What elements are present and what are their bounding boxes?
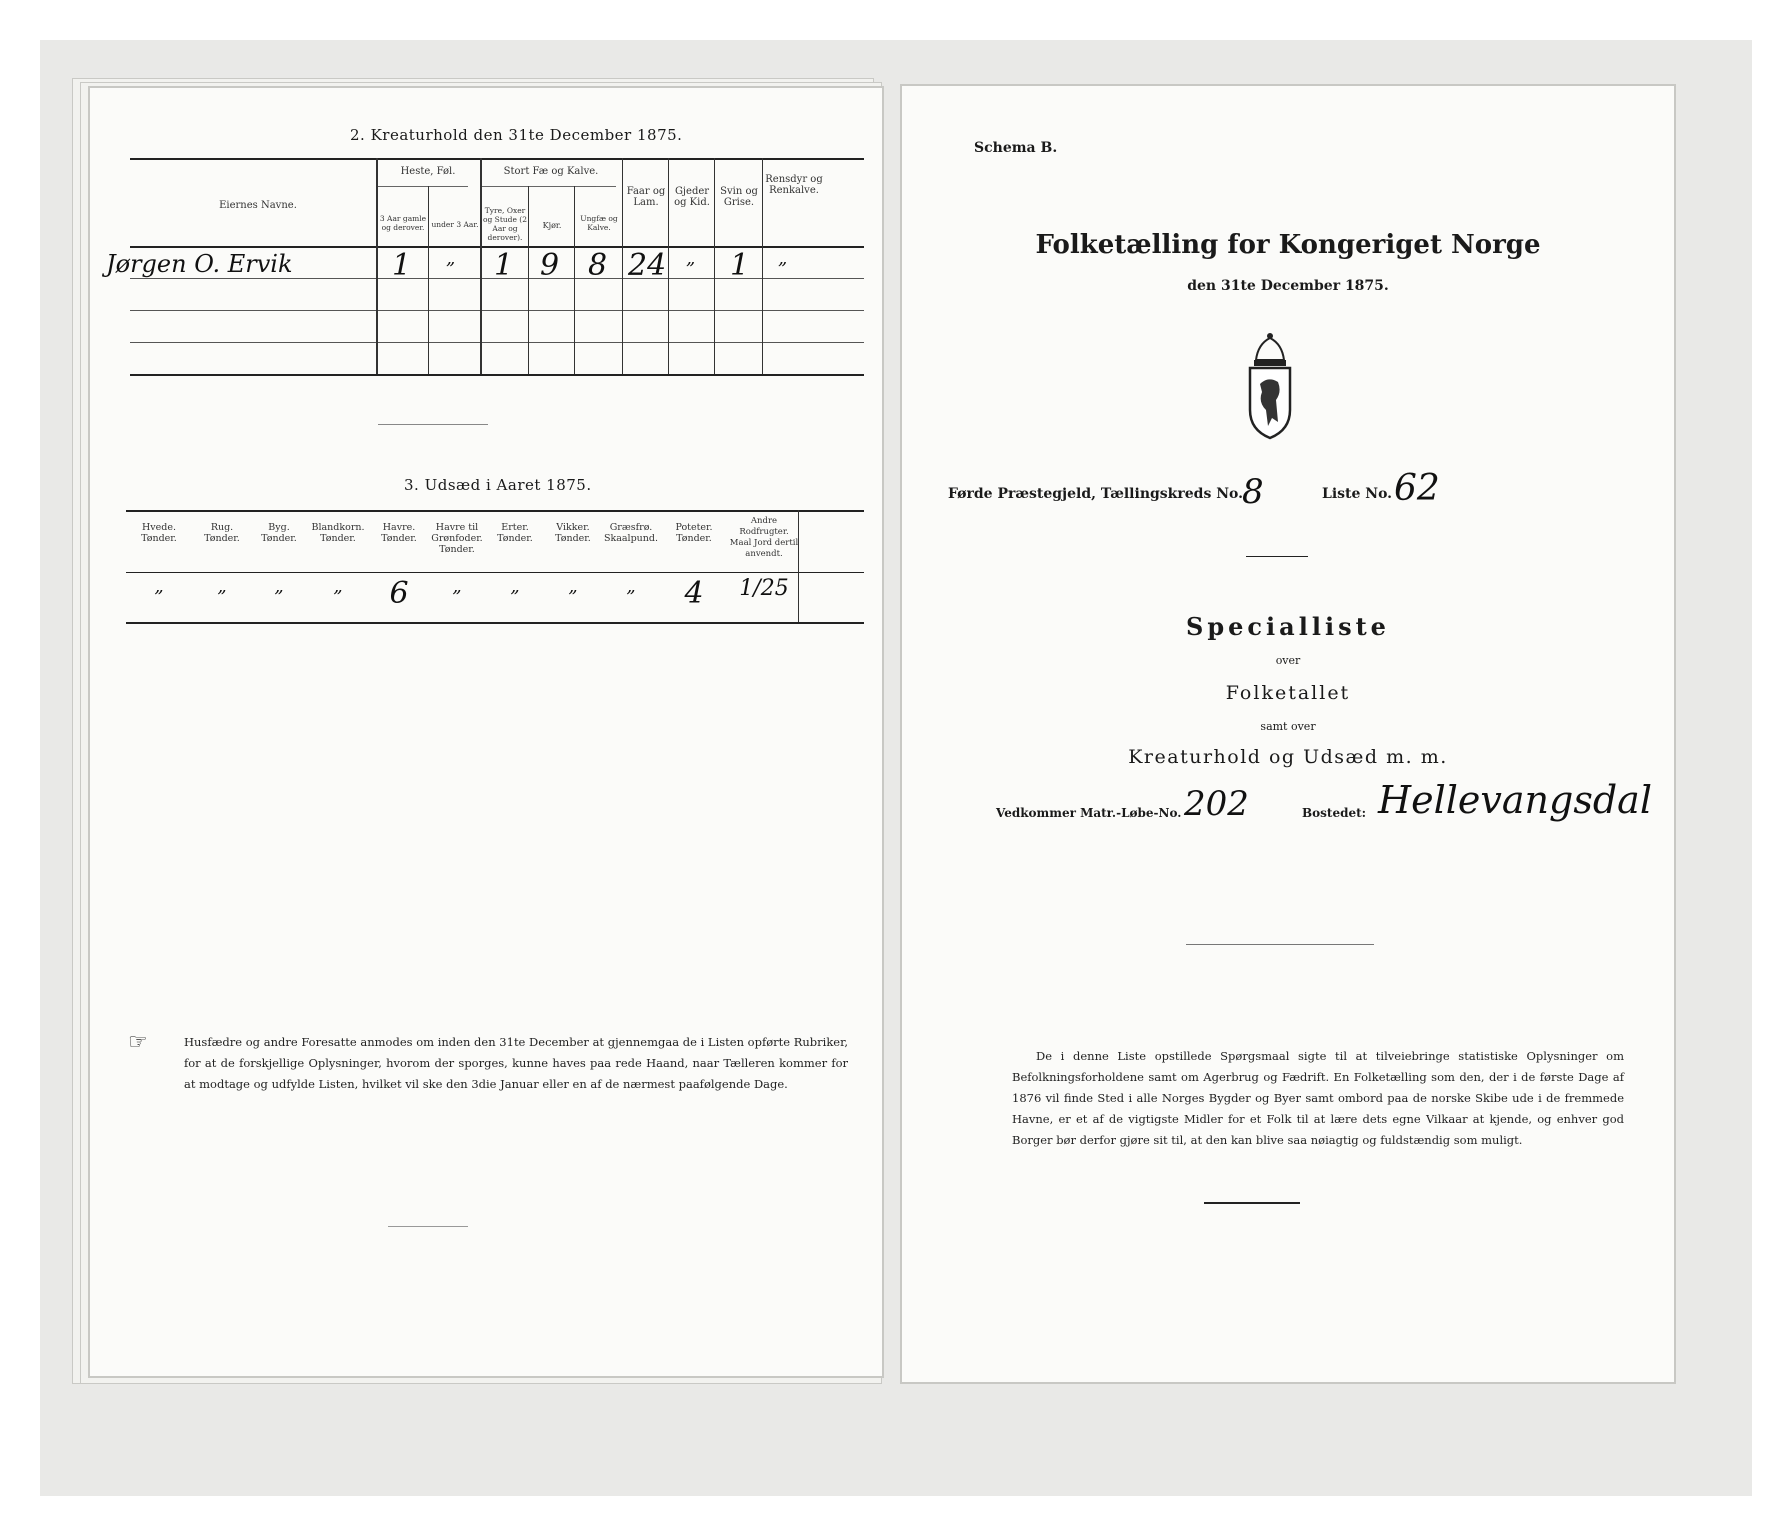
- col-divider: [376, 158, 378, 374]
- col-divider: [528, 186, 529, 374]
- horses-3plus-header: 3 Aar gamle og derover.: [379, 214, 427, 232]
- bottom-separator: [388, 1226, 468, 1227]
- sowing-rule-bottom: [126, 622, 864, 624]
- sowing-value-cell: 1/25: [739, 576, 789, 601]
- pigs-value: 1: [730, 248, 750, 283]
- separator-line: [1186, 944, 1374, 945]
- sowing-value-cell: „: [333, 576, 343, 597]
- col-divider: [574, 186, 575, 374]
- left-page: [88, 86, 884, 1378]
- col-divider: [714, 158, 715, 374]
- sowing-header-cell: Vikker. Tønder.: [555, 522, 591, 544]
- sowing-value-cell: „: [452, 576, 462, 597]
- sowing-header-cell: Poteter. Tønder.: [675, 522, 713, 544]
- cows-header: Kjør.: [542, 221, 562, 230]
- right-page: [900, 84, 1676, 1384]
- reindeer-header: Rensdyr og Renkalve.: [765, 174, 823, 196]
- col-divider: [668, 158, 669, 374]
- matr-label: Vedkommer Matr.-Løbe-No.: [996, 806, 1182, 820]
- sowing-value-cell: 4: [684, 576, 704, 611]
- sowing-header-cell: Rug. Tønder.: [204, 522, 240, 544]
- cows-value: 9: [540, 248, 560, 283]
- livestock-title: 2. Kreaturhold den 31te December 1875.: [350, 126, 683, 144]
- sheep-header: Faar og Lam.: [626, 186, 666, 208]
- sowing-header-cell: Græsfrø. Skaalpund.: [603, 522, 659, 544]
- owner-name: Jørgen O. Ervik: [106, 250, 293, 278]
- col-divider: [480, 158, 482, 374]
- reindeer-value: „: [778, 248, 788, 269]
- goats-header: Gjeder og Kid.: [674, 186, 710, 208]
- col-divider: [622, 158, 623, 374]
- section-separator: [378, 424, 488, 425]
- sowing-value-cell: „: [154, 576, 164, 597]
- owner-header: Eiernes Navne.: [219, 200, 297, 211]
- young-value: 8: [588, 248, 608, 283]
- folketallet-title: Folketallet: [1225, 682, 1351, 704]
- sowing-header-cell: Blandkorn. Tønder.: [311, 522, 365, 544]
- livestock-rule-row: [130, 342, 864, 343]
- sowing-value-cell: „: [510, 576, 520, 597]
- sowing-title: 3. Udsæd i Aaret 1875.: [404, 476, 592, 494]
- list-label: Liste No.: [1322, 486, 1393, 502]
- sowing-value-cell: 6: [389, 576, 409, 611]
- cattle-subrule: [480, 186, 616, 187]
- livestock-rule-bottom: [130, 374, 864, 376]
- sowing-value-cell: „: [626, 576, 636, 597]
- sowing-value-cell: „: [274, 576, 284, 597]
- parish-label: Førde Præstegjeld, Tællingskreds No.: [948, 486, 1243, 502]
- bosted-label: Bostedet:: [1302, 806, 1367, 820]
- bulls-value: 1: [494, 248, 514, 283]
- sowing-header-cell: Hvede. Tønder.: [141, 522, 177, 544]
- sowing-header-cell: Havre. Tønder.: [381, 522, 417, 544]
- pointing-hand-icon: ☞: [128, 1030, 148, 1055]
- schema-label: Schema B.: [974, 140, 1058, 156]
- sowing-value-cell: „: [568, 576, 578, 597]
- horses-3plus-value: 1: [392, 248, 412, 283]
- sowing-rule-top: [126, 510, 864, 512]
- col-divider: [428, 186, 429, 374]
- sowing-value-cell: „: [217, 576, 227, 597]
- sowing-header-cell: Erter. Tønder.: [497, 522, 533, 544]
- sowing-rule-header: [126, 572, 864, 573]
- goats-value: „: [686, 248, 696, 269]
- pigs-header: Svin og Grise.: [720, 186, 758, 208]
- col-divider: [762, 158, 763, 374]
- district-no: 8: [1242, 472, 1264, 512]
- date-line: den 31te December 1875.: [1187, 278, 1389, 294]
- info-paragraph: De i denne Liste opstillede Spørgsmaal sigte til at tilveiebringe statistiske Oplysninger om Befolkningsforholdene samt om Agerbrug og Fædrift. En Folketælling som den, der i de første Dage af 1876 vil finde Sted i alle Norges Bygder og Byer samt ombord paa de norske Skibe ude i de fremmede Havne, er et af de vigtigste Midler for et Folk til at lære dets egne Vilkaar at kjende, og enhver god Borger bør derfor gjøre sit til, at den kan blive saa nøiagtig og fuldstændig som muligt.: [1012, 1049, 1624, 1147]
- horses-header: Heste, Føl.: [400, 166, 456, 177]
- sowing-header-cell: Andre Rodfrugter. Maal Jord dertil anvendt.: [729, 516, 799, 559]
- young-header: Ungfæ og Kalve.: [580, 214, 618, 232]
- sheep-value: 24: [628, 248, 667, 283]
- bosted-value: Hellevangsdal: [1378, 778, 1652, 822]
- cattle-header: Stort Fæ og Kalve.: [503, 166, 599, 177]
- separator-line: [1246, 556, 1308, 557]
- coat-of-arms-icon: [1238, 330, 1302, 442]
- specialliste-title: Specialliste: [1186, 612, 1390, 641]
- kreaturhold-title: Kreaturhold og Udsæd m. m.: [1128, 746, 1448, 768]
- horses-subrule: [378, 186, 468, 187]
- sowing-header-cell: Havre til Grønfoder. Tønder.: [431, 522, 483, 555]
- samt-over-text: samt over: [1260, 720, 1316, 733]
- over-text: over: [1275, 654, 1301, 667]
- end-rule: [1204, 1202, 1300, 1204]
- list-no: 62: [1394, 468, 1440, 509]
- livestock-rule-top: [130, 158, 864, 160]
- main-title: Folketælling for Kongeriget Norge: [1035, 230, 1541, 260]
- matr-no: 202: [1184, 784, 1249, 824]
- footnote: Husfædre og andre Foresatte anmodes om inden den 31te December at gjennemgaa de i Listen opførte Rubriker, for at de forskjellige Oplysninger, hvorom der sporges, kunne haves paa rede Haand, naar Tælleren kommer for at modtage og udfylde Listen, hvilket vil ske den 3die Januar eller en af de nærmest paafølgende Dage.: [184, 1035, 848, 1091]
- bulls-header: Tyre, Oxer og Stude (2 Aar og derover).: [482, 206, 527, 242]
- horses-under3-header: under 3 Aar.: [431, 220, 479, 229]
- livestock-rule-row: [130, 310, 864, 311]
- horses-under3-value: „: [446, 248, 456, 269]
- sowing-header-cell: Byg. Tønder.: [261, 522, 297, 544]
